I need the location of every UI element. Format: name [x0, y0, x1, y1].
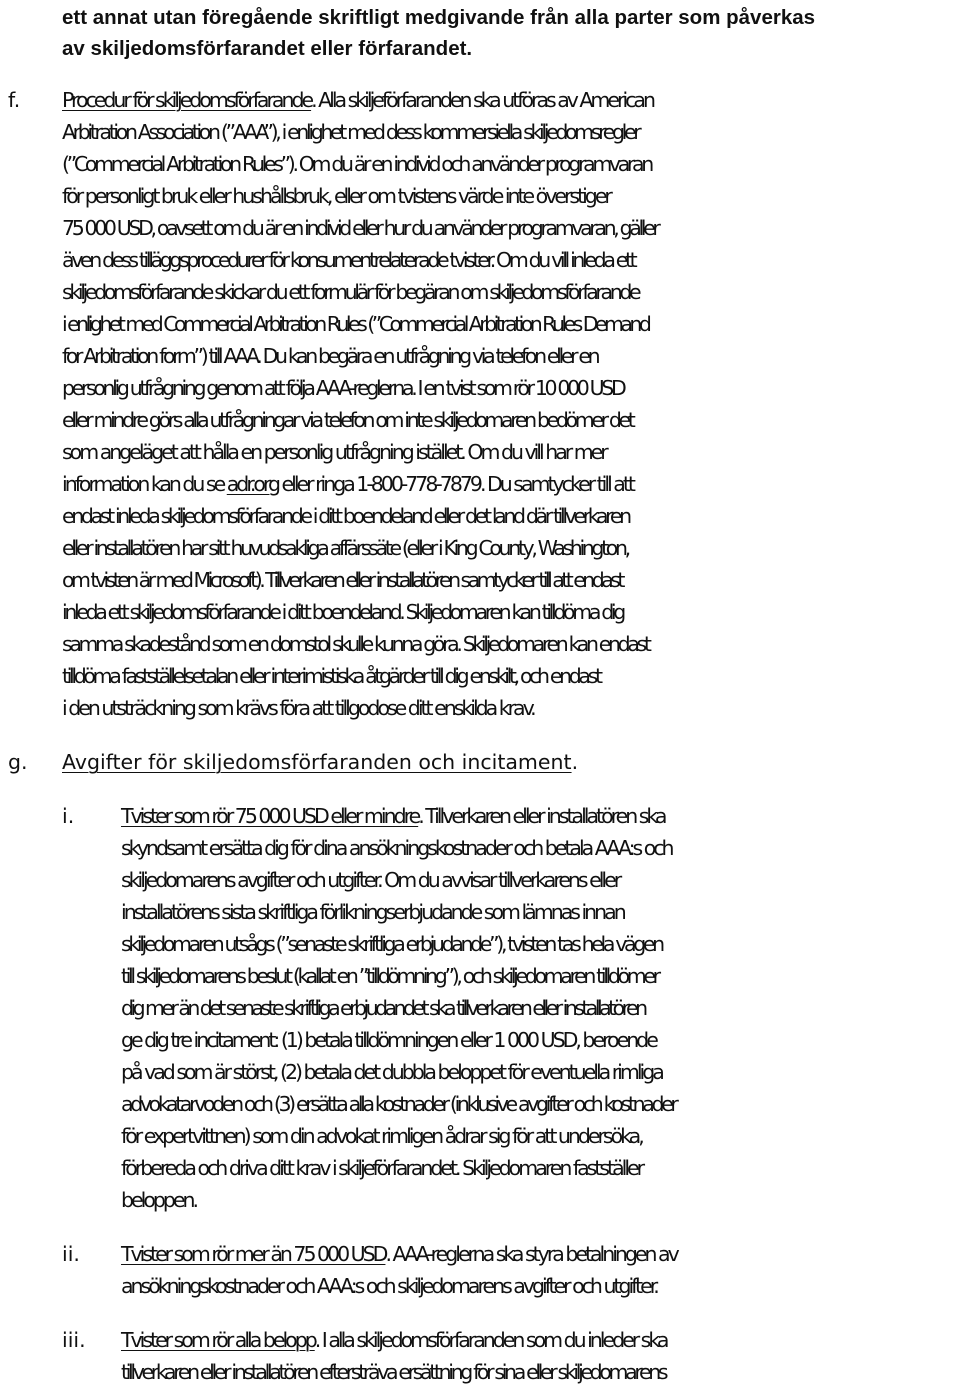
item-i-line: skiljedomarens avgifter och utgifter. Om du avvisar tillverkarens eller	[121, 868, 620, 892]
intro-line: av skiljedomsförfarandet eller förfarandet.	[62, 37, 473, 60]
section-f-line: eller mindre görs alla utfrågningar via telefon om inte skiljedomaren bedömer det	[62, 408, 633, 432]
section-g-heading-end: .	[571, 750, 579, 774]
item-i-line: för expertvittnen) som din advokat rimligen ådrar sig för att undersöka,	[121, 1124, 642, 1148]
adr-org-link[interactable]: adr.org	[226, 472, 279, 496]
item-iii-marker: iii.	[62, 1328, 86, 1352]
section-f-line: 75 000 USD, oavsett om du är en individ eller hur du använder programvaran, gäller	[62, 216, 658, 240]
section-f-line-text: . Alla skiljeförfaranden ska utföras av American	[311, 88, 653, 112]
section-f-line: om tvisten är med Microsoft). Tillverkaren eller installatören samtycker till att endast	[62, 568, 622, 592]
section-g-heading-line	[62, 746, 942, 778]
item-i-line: beloppen.	[121, 1188, 197, 1212]
section-f-line: Arbitration Association (”AAA”), i enlighet med dess kommersiella skiljedomsregler	[62, 120, 639, 144]
intro-paragraph	[62, 2, 956, 64]
section-f-line: samma skadestånd som en domstol skulle kunna göra. Skiljedomaren kan endast	[62, 632, 649, 656]
section-f-line: inleda ett skiljedomsförfarande i ditt boendeland. Skiljedomaren kan tilldöma dig	[62, 600, 623, 624]
item-iii-first-rest: . I alla skiljedomsförfaranden som du inleder ska	[314, 1328, 667, 1352]
section-f-line: tilldöma fastställelsetalan eller interimistiska åtgärder till dig enskilt, och endast	[62, 664, 600, 688]
item-ii-line: ansökningskostnader och AAA:s och skiljedomarens avgifter och utgifter.	[121, 1274, 657, 1298]
section-f-first-line	[62, 84, 958, 116]
section-f-line: som angeläget att hålla en personlig utfrågning istället. Om du vill har mer	[62, 440, 606, 464]
item-i-line: skyndsamt ersätta dig för dina ansökningskostnader och betala AAA:s och	[121, 836, 672, 860]
item-ii-paragraph	[121, 1238, 957, 1302]
item-i-line: advokatarvoden och (3) ersätta alla kostnader (inklusive avgifter och kostnader	[121, 1092, 676, 1116]
info-prefix: information kan du se	[62, 472, 227, 496]
item-ii-first-rest: . AAA-reglerna ska styra betalningen av	[385, 1242, 677, 1266]
section-f-line: för personligt bruk eller hushållsbruk, eller om tvistens värde inte överstiger	[62, 184, 610, 208]
item-ii-marker: ii.	[62, 1242, 80, 1266]
section-f-paragraph	[62, 84, 958, 724]
item-iii-paragraph	[121, 1324, 957, 1388]
item-ii-heading: Tvister som rör mer än 75 000 USD	[121, 1242, 386, 1266]
intro-line: ett annat utan föregående skriftligt medgivande från alla parter som påverkas	[62, 6, 816, 29]
section-f-line: endast inleda skiljedomsförfarande i ditt boendeland eller det land där tillverkaren	[62, 504, 629, 528]
section-f-line: i den utsträckning som krävs föra att tillgodose ditt enskilda krav.	[62, 696, 534, 720]
section-f-info-line	[62, 468, 958, 500]
item-i-marker: i.	[62, 804, 75, 828]
item-i-line: installatörens sista skriftliga förlikningserbjudande som lämnas innan	[121, 900, 624, 924]
section-f-line: for Arbitration form”) till AAA. Du kan begära en utfrågning via telefon eller en	[62, 344, 598, 368]
section-f-heading: Procedur för skiljedomsförfarande	[62, 88, 312, 112]
section-f-line: även dess tilläggsprocedurer för konsumentrelaterade tvister. Om du vill inleda ett	[62, 248, 635, 272]
item-i-line: till skiljedomarens beslut (kallat en ”tilldömning”), och skiljedomaren tilldömer	[121, 964, 658, 988]
section-f-line: skiljedomsförfarande skickar du ett formulär för begäran om skiljedomsförfarande	[62, 280, 639, 304]
section-g-heading: Avgifter för skiljedomsförfaranden och incitament	[62, 750, 572, 774]
section-f-line: personlig utfrågning genom att följa AAA-reglerna. I en tvist som rör 10 000 USD	[62, 376, 624, 400]
section-f-line: i enlighet med Commercial Arbitration Rules (”Commercial Arbitration Rules Demand	[62, 312, 649, 336]
item-i-line: ge dig tre incitament: (1) betala tilldömningen eller 1 000 USD, beroende	[121, 1028, 656, 1052]
item-i-first-rest: . Tillverkaren eller installatören ska	[418, 804, 665, 828]
item-i-line: skiljedomaren utsågs (”senaste skriftliga erbjudande”), tvisten tas hela vägen	[121, 932, 662, 956]
section-f-line: eller installatören har sitt huvudsakliga affärssäte (eller i King County, Washington,	[62, 536, 628, 560]
section-f-line: (”Commercial Arbitration Rules”). Om du är en individ och använder programvaran	[62, 152, 651, 176]
info-suffix: eller ringa 1-800-778-7879. Du samtycker till att	[278, 472, 633, 496]
item-iii-heading: Tvister som rör alla belopp	[121, 1328, 315, 1352]
item-i-line: på vad som är störst, (2) betala det dubbla beloppet för eventuella rimliga	[121, 1060, 662, 1084]
item-i-line: dig mer än det senaste skriftliga erbjudandet ska tillverkaren eller installatören	[121, 996, 645, 1020]
item-iii-line: tillverkaren eller installatören eftersträva ersättning för sina eller skiljedomarens	[121, 1360, 666, 1384]
section-g-marker: g.	[8, 750, 28, 774]
item-i-line: förbereda och driva ditt krav i skiljeförfarandet. Skiljedomaren fastställer	[121, 1156, 643, 1180]
item-i-paragraph	[121, 800, 957, 1216]
item-i-heading: Tvister som rör 75 000 USD eller mindre	[121, 804, 419, 828]
section-f-marker: f.	[8, 88, 21, 112]
